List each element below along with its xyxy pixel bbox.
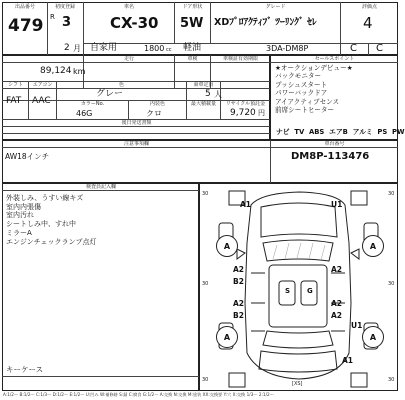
shift-label: シフト xyxy=(7,82,23,88)
damage-mark: U1 xyxy=(331,200,343,209)
shift-value: FAT xyxy=(6,96,22,106)
mileage-label: 走行 xyxy=(123,56,134,62)
displacement-unit: cc xyxy=(166,47,172,53)
exterior-grade: C xyxy=(376,43,383,54)
equipment-item: ナビ xyxy=(276,128,290,136)
list-item: ミラーA xyxy=(6,228,32,237)
mileage-unit: km xyxy=(73,67,86,76)
interior-grade: C xyxy=(350,43,357,54)
dimension-label: 30 xyxy=(388,191,395,197)
inspector-notes xyxy=(6,194,96,246)
equipment-item: ABS xyxy=(308,128,325,136)
ac-label: エアコン xyxy=(32,82,53,88)
seat-mark: S xyxy=(285,287,291,295)
interior-color: クロ xyxy=(146,109,162,118)
divider xyxy=(2,62,270,63)
recycle-label: リサイクル預託金 xyxy=(225,101,266,107)
usage-value: 自家用 xyxy=(90,43,118,53)
damage-mark: A xyxy=(216,235,238,257)
score-label: 評価点 xyxy=(361,4,377,10)
ac-value: AAC xyxy=(32,96,51,106)
damage-mark: A xyxy=(216,326,238,348)
equipment-item: TV xyxy=(294,128,305,136)
divider xyxy=(340,43,398,44)
mileage-value: 89,124 xyxy=(40,66,72,76)
era-mark: R xyxy=(50,13,55,21)
inspection-date-label: 車検証有効期限 xyxy=(222,56,258,62)
sales-points-list xyxy=(275,64,353,114)
vin-value: DM8P-113476 xyxy=(291,151,370,162)
dimension-label: 30 xyxy=(202,281,209,287)
damage-mark: A2 xyxy=(233,299,245,308)
lot-number: 479 xyxy=(8,16,44,36)
interior-label: 内装色 xyxy=(149,101,165,107)
month-unit: 月 xyxy=(73,44,81,53)
divider xyxy=(270,147,398,148)
equipment-item: PS xyxy=(377,128,388,136)
model-name: CX-30 xyxy=(110,14,159,32)
inspection-label: 車検 xyxy=(187,56,198,62)
color-no-label: カラーNo. xyxy=(80,101,105,107)
inspector-title: 検査員記入欄 xyxy=(85,184,116,190)
equipment-list xyxy=(276,128,405,136)
seat-mark: G xyxy=(307,287,313,295)
year-label: 初度登録 xyxy=(54,4,75,10)
divider xyxy=(2,190,199,191)
damage-mark: A1 xyxy=(240,200,252,209)
capacity-unit: 人 xyxy=(214,90,222,99)
list-item: シートしみ中、すれ中 xyxy=(6,220,76,229)
equipment-item: アルミ xyxy=(352,128,373,136)
load-label: 最大積載量 xyxy=(190,101,216,107)
dimension-label: 30 xyxy=(202,377,209,383)
divider xyxy=(270,62,398,63)
equipment-item: PW xyxy=(392,128,405,136)
recycle-unit: 円 xyxy=(258,109,265,117)
color-value: グレー xyxy=(96,89,124,99)
doors-label: ドア形状 xyxy=(182,4,203,10)
color-label: 色 xyxy=(118,82,124,88)
bracket-label: [XS] xyxy=(292,381,303,387)
score-value: 4 xyxy=(363,14,373,32)
vin-label: 車台番号 xyxy=(324,141,345,147)
displacement-value: 1800 xyxy=(144,44,165,53)
damage-mark: U1 xyxy=(351,321,363,330)
damage-mark: B2 xyxy=(233,311,244,320)
sales-points-title: セールスポイント xyxy=(314,56,355,62)
capacity-label: 乗車定員 xyxy=(193,82,214,88)
list-item: 前席シートヒーター xyxy=(275,106,335,115)
list-item: エンジンチェックランプ点灯 xyxy=(6,237,97,246)
model-label: 車名 xyxy=(123,4,134,10)
damage-mark: A2 xyxy=(331,299,343,308)
fuel-value: 軽油 xyxy=(183,43,202,53)
list-item: 室内内張傷 xyxy=(6,202,41,211)
color-no-value: 46G xyxy=(76,109,93,118)
month-value: 2 xyxy=(64,43,70,53)
year-value: 3 xyxy=(62,15,72,30)
damage-mark: A2 xyxy=(331,311,343,320)
list-item: プッシュスタート xyxy=(275,80,328,89)
divider xyxy=(2,126,270,127)
damage-mark: A2 xyxy=(233,265,245,274)
divider xyxy=(2,147,270,148)
legend-footer: A:1/2～ B:1/2～ C:1/3～ D:1/2～ E:1/2～ U:凹み W:補修跡 S:錆 C:腐食 G:1/2～ A:交換 N:交換 M:塗装 XX:交換要 Y:穴 X:交換 1/3～ 2:1/2～ xyxy=(3,392,274,397)
list-item: 外装しみ、うすい線キズ xyxy=(6,194,84,202)
divider xyxy=(2,133,270,134)
lot-label: 出品番号 xyxy=(14,4,35,10)
later-docs-label: 後日発送書類 xyxy=(121,120,152,126)
damage-mark: A1 xyxy=(342,356,354,365)
equipment-item: エアB xyxy=(329,128,348,136)
chassis-code: 3DA-DM8P xyxy=(266,44,309,53)
dimension-label: 30 xyxy=(388,281,395,287)
grade-value: XDﾌﾟﾛｱｸﾃｨﾌﾞ ﾂｰﾘﾝｸﾞ ｾﾚ xyxy=(214,17,317,28)
damage-mark: A2 xyxy=(331,265,343,274)
damage-mark: A xyxy=(362,235,384,257)
list-item: パワーバックドア xyxy=(275,89,328,98)
grade-label: グレード xyxy=(265,4,286,10)
divider xyxy=(220,81,221,119)
recycle-value: 9,720 xyxy=(230,108,256,118)
key-case-text: キーケース xyxy=(6,365,44,374)
divider xyxy=(2,376,199,377)
list-item: アイアクティブセンス xyxy=(275,97,340,106)
damage-mark: B2 xyxy=(233,277,244,286)
list-item: 室内汚れ xyxy=(6,211,34,220)
doors-value: 5W xyxy=(180,16,204,31)
notes-text: AW18インチ xyxy=(5,152,50,161)
damage-mark: A xyxy=(362,326,384,348)
capacity-value: 5 xyxy=(205,89,211,99)
car-outline-drawing xyxy=(199,183,398,391)
notes-title: 注意事項欄 xyxy=(123,141,149,147)
list-item: バックモニター xyxy=(275,72,322,81)
list-item: ★オークションデビュー★ xyxy=(275,64,353,72)
dimension-label: 30 xyxy=(388,377,395,383)
divider xyxy=(368,43,369,55)
dimension-label: 30 xyxy=(202,191,209,197)
divider xyxy=(2,88,270,89)
